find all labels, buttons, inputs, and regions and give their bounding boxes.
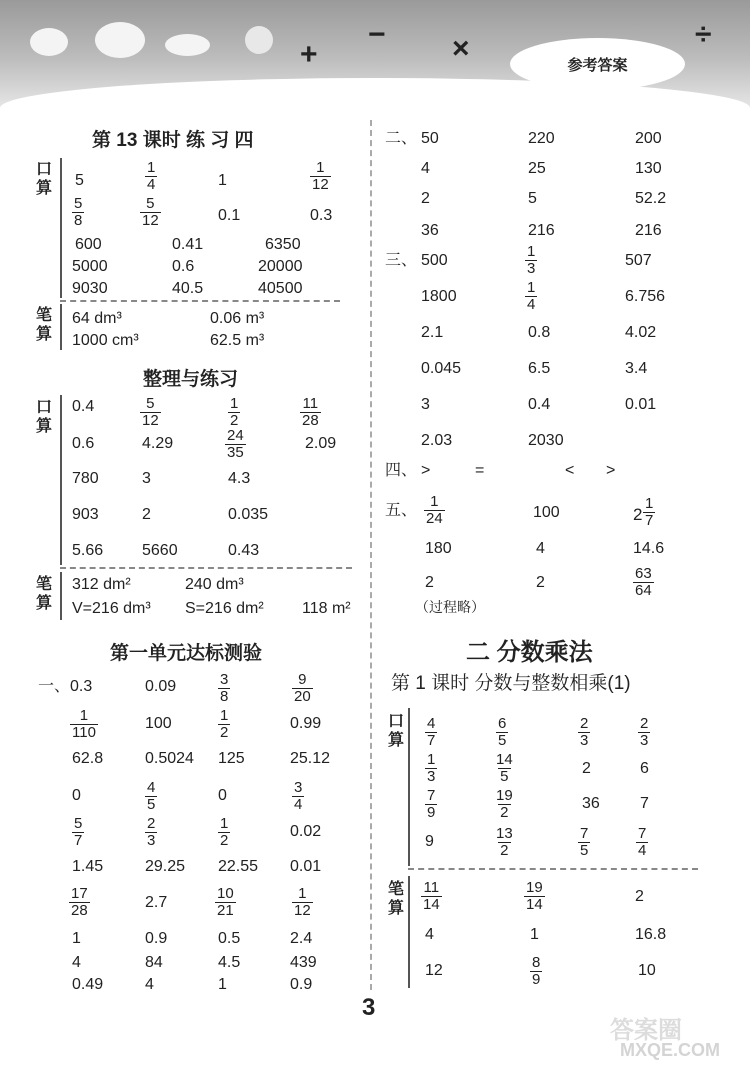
fraction <box>292 672 313 705</box>
answer-value: 4 <box>421 160 430 177</box>
denominator: 35 <box>227 444 244 461</box>
answer-value: 2 <box>582 760 591 777</box>
numerator: 7 <box>638 825 647 842</box>
numerator: 11 <box>423 879 440 896</box>
denominator: 5 <box>147 796 156 813</box>
numerator: 13 <box>496 825 513 842</box>
dashed-divider <box>60 300 340 302</box>
answer-value: 25 <box>528 160 546 177</box>
answer-value: 4 <box>536 540 545 557</box>
answer-value: 0.43 <box>228 542 260 559</box>
label-kousuan: 口 算 <box>387 713 404 749</box>
fraction <box>72 196 84 229</box>
numerator: 14 <box>496 751 513 768</box>
answer-value: 0.01 <box>290 858 322 875</box>
watermark: MXQE.COM <box>620 1040 721 1060</box>
fraction <box>310 160 331 193</box>
answer-value: 29.25 <box>145 858 186 875</box>
answer-value: 1 <box>530 926 539 943</box>
fraction <box>218 708 230 741</box>
fraction <box>633 566 654 599</box>
numerator: 2 <box>147 815 156 832</box>
answer-value: 2030 <box>528 432 564 449</box>
numerator: 11 <box>302 395 319 412</box>
section-title-review: 整理与练习 <box>143 369 239 390</box>
denominator: 2 <box>500 804 509 821</box>
numerator: 4 <box>147 779 156 796</box>
fraction <box>72 816 84 849</box>
answer-value: 6350 <box>265 236 301 253</box>
denominator: 9 <box>427 804 436 821</box>
item-label-wu: 五、 <box>385 502 418 519</box>
fraction <box>145 780 157 813</box>
numerator: 5 <box>74 815 83 832</box>
fraction <box>525 244 537 277</box>
numerator: 10 <box>217 885 234 902</box>
fraction <box>145 160 157 193</box>
denominator: 3 <box>147 832 156 849</box>
mixed-whole: 2 <box>633 505 643 524</box>
numerator: 19 <box>496 787 513 804</box>
page-number: 3 <box>362 994 376 1021</box>
answer-value: 507 <box>625 252 652 269</box>
answer-value: 100 <box>533 504 560 521</box>
answer-value: 780 <box>72 470 99 487</box>
answer-value: 22.55 <box>218 858 259 875</box>
answer-value: 2.03 <box>421 432 453 449</box>
answer-value: 0.49 <box>72 976 104 993</box>
answer-value: 4 <box>145 976 154 993</box>
answer-value: 2.1 <box>421 324 444 341</box>
numerator: 4 <box>427 715 436 732</box>
denominator: 21 <box>217 902 234 919</box>
answer-value: 180 <box>425 540 452 557</box>
numerator: 1 <box>220 707 229 724</box>
answer-value: 20000 <box>258 258 303 275</box>
note-process-omitted: （过程略） <box>415 599 485 615</box>
section-title-unit-test: 第一单元达标测验 <box>110 643 263 664</box>
answer-value: 0.5024 <box>145 750 194 767</box>
mixed-fraction: $\frac{1}{7}$ <box>645 495 654 529</box>
answer-value: 0.6 <box>72 435 95 452</box>
plus-icon: + <box>300 38 318 71</box>
unit-title: 二 分数乘法 <box>466 639 593 666</box>
answer-value: 7 <box>640 795 649 812</box>
fraction <box>140 196 161 229</box>
answer-value: 0.045 <box>421 360 462 377</box>
fraction <box>578 716 590 749</box>
denominator: 4 <box>527 296 536 313</box>
answer-text: V=216 dm³ <box>72 600 151 617</box>
answer-value: 4.5 <box>218 954 241 971</box>
dashed-divider <box>60 567 352 569</box>
answer-value: 0.02 <box>290 823 322 840</box>
fraction <box>228 396 240 429</box>
answer-value: 0.9 <box>290 976 313 993</box>
answer-value: 84 <box>145 954 163 971</box>
denominator: 28 <box>71 902 88 919</box>
denominator: 2 <box>220 724 229 741</box>
numerator: 19 <box>526 879 543 896</box>
numerator: 1 <box>147 159 156 176</box>
fraction <box>225 428 246 461</box>
fraction <box>300 396 321 429</box>
numerator: 63 <box>635 565 652 582</box>
fraction <box>494 826 515 859</box>
answer-value: 0.035 <box>228 506 269 523</box>
answer-value: 4.29 <box>142 435 174 452</box>
fraction <box>425 716 437 749</box>
item-label-er: 二、 <box>385 130 418 147</box>
numerator: 2 <box>640 715 649 732</box>
numerator: 1 <box>79 707 89 724</box>
answer-value: 600 <box>75 236 102 253</box>
numerator: 1 <box>298 885 307 902</box>
numerator: 1 <box>220 815 229 832</box>
answer-value: 3 <box>421 396 430 413</box>
answer-value: 50 <box>421 130 439 147</box>
answer-value: 9 <box>425 833 434 850</box>
answer-value: 3 <box>142 470 151 487</box>
answer-value: 0.5 <box>218 930 241 947</box>
answer-text: 1000 cm³ <box>72 332 139 349</box>
numerator: 1 <box>430 493 439 510</box>
answer-value: 5 <box>528 190 537 207</box>
numerator: 17 <box>71 885 88 902</box>
section-title-lesson13: 第 13 课时 练 习 四 <box>92 130 254 151</box>
answer-text: 118 m² <box>302 600 351 617</box>
answer-value: 4.02 <box>625 324 657 341</box>
answer-value: 4.3 <box>228 470 251 487</box>
label-bisuan: 笔 算 <box>35 307 52 343</box>
answer-value: 2 <box>536 574 545 591</box>
answer-value: 1 <box>72 930 81 947</box>
denominator: 4 <box>147 176 156 193</box>
answer-value: 5 <box>75 172 84 189</box>
answer-value: 40.5 <box>172 280 204 297</box>
answer-value: 0.6 <box>172 258 195 275</box>
compare-symbol: > <box>421 462 431 479</box>
denominator: 3 <box>527 260 536 277</box>
answer-value: 16.8 <box>635 926 667 943</box>
fraction <box>638 716 650 749</box>
numerator: 24 <box>227 427 244 444</box>
answer-value: 1800 <box>421 288 457 305</box>
fraction <box>578 826 590 859</box>
answer-value: 220 <box>528 130 555 147</box>
denominator: 8 <box>220 688 229 705</box>
denominator: 12 <box>294 902 311 919</box>
denominator: 5 <box>580 842 589 859</box>
answer-value: 2 <box>142 506 151 523</box>
answer-value: 25.12 <box>290 750 331 767</box>
minus-icon: − <box>368 18 386 51</box>
answer-value: 130 <box>635 160 662 177</box>
answer-value: 2 <box>425 574 434 591</box>
answer-value: 125 <box>218 750 245 767</box>
denominator: 20 <box>294 688 311 705</box>
answer-value: 10 <box>638 962 656 979</box>
answer-label: 参考答案 <box>510 38 685 90</box>
answer-value: 500 <box>421 252 448 269</box>
denominator: 7 <box>427 732 436 749</box>
answer-value: 200 <box>635 130 662 147</box>
answer-value: 0.01 <box>625 396 657 413</box>
denominator: 24 <box>426 510 443 527</box>
item-label-si: 四、 <box>385 462 418 479</box>
numerator: 5 <box>74 195 83 212</box>
fraction <box>525 280 537 313</box>
numerator: 1 <box>230 395 239 412</box>
numerator: 3 <box>220 671 229 688</box>
fraction <box>530 955 542 988</box>
answer-value: 6.5 <box>528 360 551 377</box>
answer-value: 0.9 <box>145 930 168 947</box>
numerator: 8 <box>532 954 541 971</box>
answer-value: 2.09 <box>305 435 337 452</box>
answer-value: 439 <box>290 954 317 971</box>
denominator: 14 <box>526 896 543 913</box>
answer-value: 5000 <box>72 258 108 275</box>
answer-value: 36 <box>421 222 439 239</box>
answer-value: 52.2 <box>635 190 667 207</box>
answer-text: 240 dm³ <box>185 576 244 593</box>
fraction <box>494 752 515 785</box>
answer-value: 4 <box>425 926 434 943</box>
answer-value: 2.4 <box>290 930 313 947</box>
compare-symbol: > <box>606 462 616 479</box>
fraction <box>215 886 236 919</box>
fraction <box>69 886 90 919</box>
answer-value: 0.1 <box>218 207 241 224</box>
answer-value: 0.8 <box>528 324 551 341</box>
answer-value: 5.66 <box>72 542 104 559</box>
compare-symbol: < <box>565 462 575 479</box>
numerator: 9 <box>298 671 307 688</box>
denominator: 12 <box>142 212 159 229</box>
numerator: 3 <box>294 779 303 796</box>
answer-value: 100 <box>145 715 172 732</box>
vertical-rule <box>60 158 62 298</box>
denominator: 8 <box>74 212 83 229</box>
answer-value: 0 <box>218 787 227 804</box>
vertical-rule <box>60 395 62 565</box>
answer-value: 3.4 <box>625 360 648 377</box>
decor-dot <box>30 28 68 56</box>
fraction <box>636 826 648 859</box>
vertical-rule <box>60 572 62 620</box>
answer-value: 36 <box>582 795 600 812</box>
answer-value: 0.99 <box>290 715 322 732</box>
vertical-rule <box>408 708 410 866</box>
numerator: 1 <box>427 751 436 768</box>
answer-value: 40500 <box>258 280 303 297</box>
vertical-rule <box>60 304 62 350</box>
lesson-title: 第 1 课时 分数与整数相乘(1) <box>391 673 631 694</box>
answer-value: 12 <box>425 962 443 979</box>
denominator: 110 <box>72 724 96 741</box>
label-bisuan: 笔 算 <box>35 576 52 612</box>
item-label-san: 三、 <box>385 252 418 269</box>
answer-text: 64 dm³ <box>72 310 122 327</box>
fraction <box>292 886 313 919</box>
answer-value: 0 <box>72 787 81 804</box>
answer-text: 62.5 m³ <box>210 332 265 349</box>
answer-value: 1 <box>218 172 227 189</box>
numerator: 7 <box>427 787 436 804</box>
denominator: 64 <box>635 582 652 599</box>
answer-value: 一、0.3 <box>38 678 93 695</box>
fraction <box>70 708 98 741</box>
denominator: 3 <box>427 768 436 785</box>
denominator: 5 <box>498 732 507 749</box>
fraction <box>145 816 157 849</box>
answer-text: 0.06 m³ <box>210 310 265 327</box>
fraction <box>496 716 508 749</box>
dashed-divider <box>408 868 698 870</box>
answer-value: 6.756 <box>625 288 666 305</box>
denominator: 2 <box>500 842 509 859</box>
answer-value: 2 <box>421 190 430 207</box>
vertical-rule <box>408 876 410 988</box>
answer-value: 216 <box>528 222 555 239</box>
answer-value: 0.41 <box>172 236 204 253</box>
divide-icon: ÷ <box>695 18 712 51</box>
column-divider <box>370 120 372 990</box>
answer-value: 0.4 <box>72 398 95 415</box>
denominator: 7 <box>74 832 83 849</box>
label-bisuan: 笔 算 <box>387 881 404 917</box>
denominator: 12 <box>142 412 159 429</box>
answer-text: 312 dm² <box>72 576 131 593</box>
denominator: 14 <box>423 896 440 913</box>
denominator: 2 <box>220 832 229 849</box>
fraction <box>524 880 545 913</box>
fraction <box>425 752 437 785</box>
compare-symbol: = <box>475 462 485 479</box>
fraction <box>425 788 437 821</box>
label-kousuan: 口 算 <box>35 399 52 435</box>
answer-value: 1.45 <box>72 858 104 875</box>
denominator: 9 <box>532 971 541 988</box>
answer-value: 1 <box>218 976 227 993</box>
numerator: 5 <box>146 395 155 412</box>
answer-value: 2 <box>635 888 644 905</box>
numerator: 1 <box>527 243 536 260</box>
fraction <box>421 880 442 913</box>
denominator: 3 <box>640 732 649 749</box>
fraction <box>494 788 515 821</box>
numerator: 1 <box>316 159 325 176</box>
denominator: 4 <box>294 796 303 813</box>
denominator: 2 <box>230 412 239 429</box>
decor-sun <box>245 26 273 54</box>
denominator: 28 <box>302 412 319 429</box>
numerator: 5 <box>146 195 155 212</box>
fraction <box>140 396 161 429</box>
watermark: 答案圈 <box>610 1017 682 1044</box>
numerator: 7 <box>580 825 589 842</box>
fraction <box>292 780 304 813</box>
answer-value: 2.7 <box>145 894 168 911</box>
times-icon: × <box>452 32 470 65</box>
fraction <box>218 672 230 705</box>
answer-value: 14.6 <box>633 540 665 557</box>
label-kousuan: 口 算 <box>35 161 52 197</box>
answer-value: 62.8 <box>72 750 104 767</box>
numerator: 2 <box>580 715 589 732</box>
denominator: 12 <box>312 176 329 193</box>
answer-value: 4 <box>72 954 81 971</box>
decor-cloud <box>95 22 145 58</box>
answer-value: 216 <box>635 222 662 239</box>
answer-text: S=216 dm² <box>185 600 264 617</box>
denominator: 5 <box>500 768 509 785</box>
decor-cloud <box>165 34 210 56</box>
answer-value: 903 <box>72 506 99 523</box>
fraction <box>424 494 445 527</box>
fraction <box>218 816 230 849</box>
answer-value: 0.4 <box>528 396 551 413</box>
numerator: 1 <box>527 279 536 296</box>
answer-value: 6 <box>640 760 649 777</box>
answer-value: 0.09 <box>145 678 177 695</box>
denominator: 3 <box>580 732 589 749</box>
denominator: 4 <box>638 842 647 859</box>
answer-value: 0.3 <box>310 207 333 224</box>
answer-value: 9030 <box>72 280 108 297</box>
numerator: 6 <box>498 715 507 732</box>
answer-value: 5660 <box>142 542 178 559</box>
